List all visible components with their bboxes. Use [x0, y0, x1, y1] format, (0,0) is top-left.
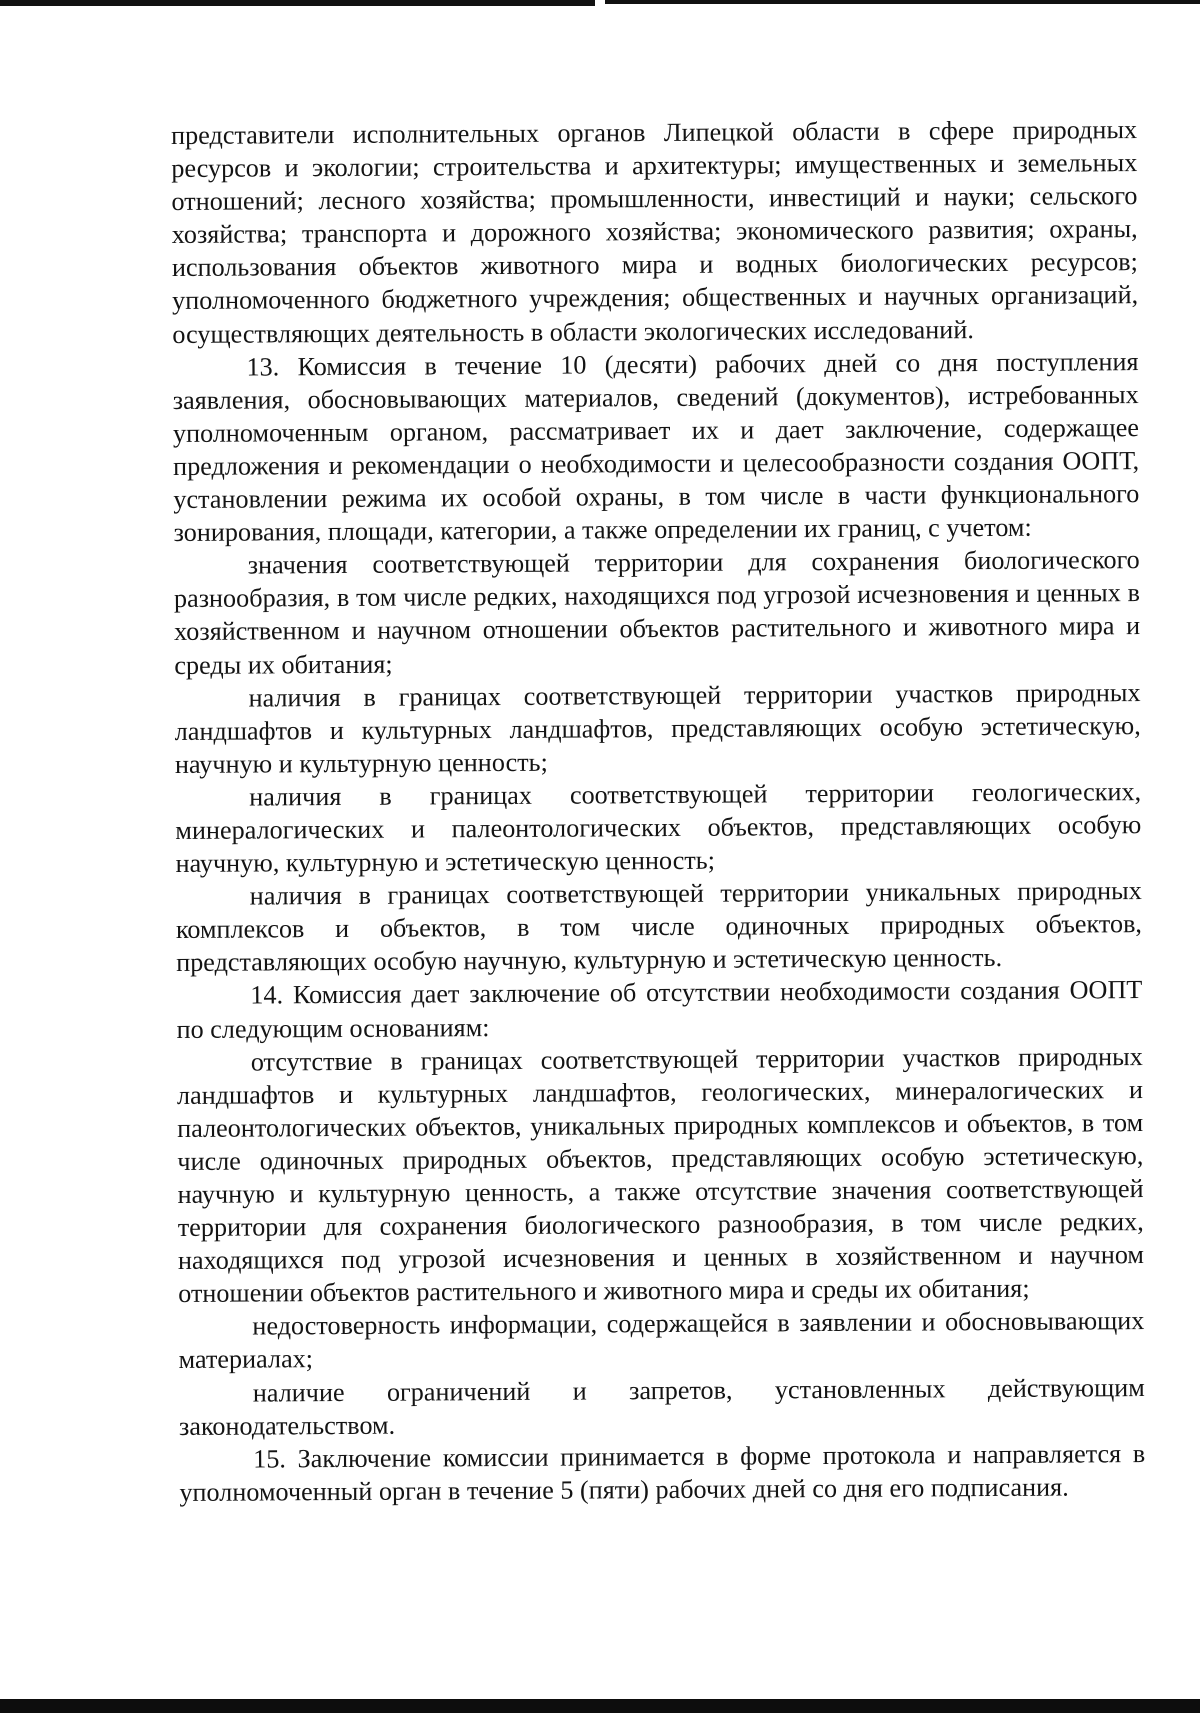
scan-edge-top-left — [0, 0, 595, 6]
document-body — [171, 113, 1145, 1509]
paragraph-item-15: 15. Заключение комиссии принимается в форме протокола и направляется в уполномоченный орган в течение 5 (пяти) рабочих дней со дня его подписания. — [179, 1438, 1146, 1507]
paragraph-criterion-unique-complexes: наличия в границах соответствующей территории уникальных природных комплексов и объектов, в том числе одиночных природных объектов, представляющих особую научную, культурную и эстетическую ценность. — [175, 876, 1143, 978]
paragraph-ground-absence: отсутствие в границах соответствующей территории участков природных ландшафтов и культурных ландшафтов, геологических, минералогических и палеонтологических объектов, уникальных природных комплексов и объектов, в том числе одиночных природных объектов, представляющих особую эстетическую, научную и культурную ценность, а также отсутствие значения соответствующей территории для сохранения биологического разнообразия, в том числе редких, находящихся под угрозой исчезновения и ценных в хозяйственном и научном отношении объектов растительного и животного мира и среды их обитания; — [176, 1041, 1145, 1309]
scan-edge-top-right — [605, 0, 1200, 4]
paragraph-criterion-biodiversity: значения соответствующей территории для сохранения биологического разнообразия, в том числе редких, находящихся под угрозой исчезновения и ценных в хозяйственном и научном отношении объектов растительного и животного мира и среды их обитания; — [173, 545, 1141, 680]
paragraph-commission-members: представители исполнительных органов Липецкой области в сфере природных ресурсов и экологии; строительства и архитектуры; имущественных и земельных отношений; лесного хозяйства; промышленности, инвестиций и науки; сельского хозяйства; транспорта и дорожного хозяйства; экономического развития; охраны, использования объектов животного мира и водных биологических ресурсов; уполномоченного бюджетного учреждения; общественных и научных организаций, осуществляющих деятельность в области экологических исследований. — [171, 115, 1139, 349]
paragraph-ground-legal-restrictions: наличие ограничений и запретов, установленных действующим законодательством. — [178, 1372, 1145, 1441]
paragraph-ground-unreliable-info: недостоверность информации, содержащейся в заявлении и обосновывающих материалах; — [178, 1306, 1145, 1375]
paragraph-criterion-landscapes: наличия в границах соответствующей территории участков природных ландшафтов и культурных ландшафтов, представляющих особую эстетическую, научную и культурную ценность; — [174, 677, 1141, 779]
paragraph-criterion-geological: наличия в границах соответствующей территории геологических, минералогических и палеонтологических объектов, представляющих особую научную, культурную и эстетическую ценность; — [175, 776, 1142, 879]
paragraph-item-14: 14. Комиссия дает заключение об отсутствии необходимости создания ООПТ по следующим основаниям: — [176, 975, 1143, 1044]
paragraph-item-13: 13. Комиссия в течение 10 (десяти) рабочих дней со дня поступления заявления, обосновывающих материалов, сведений (документов), истребованных уполномоченным органом, рассматривает их и дает заключение, содержащее предложения и рекомендации о необходимости и целесообразности создания ООПТ, установлении режима их особой охраны, в том числе в части функционального зонирования, площади, категории, а также определении их границ, с учетом: — [172, 346, 1140, 548]
scan-edge-bottom — [0, 1699, 1200, 1713]
